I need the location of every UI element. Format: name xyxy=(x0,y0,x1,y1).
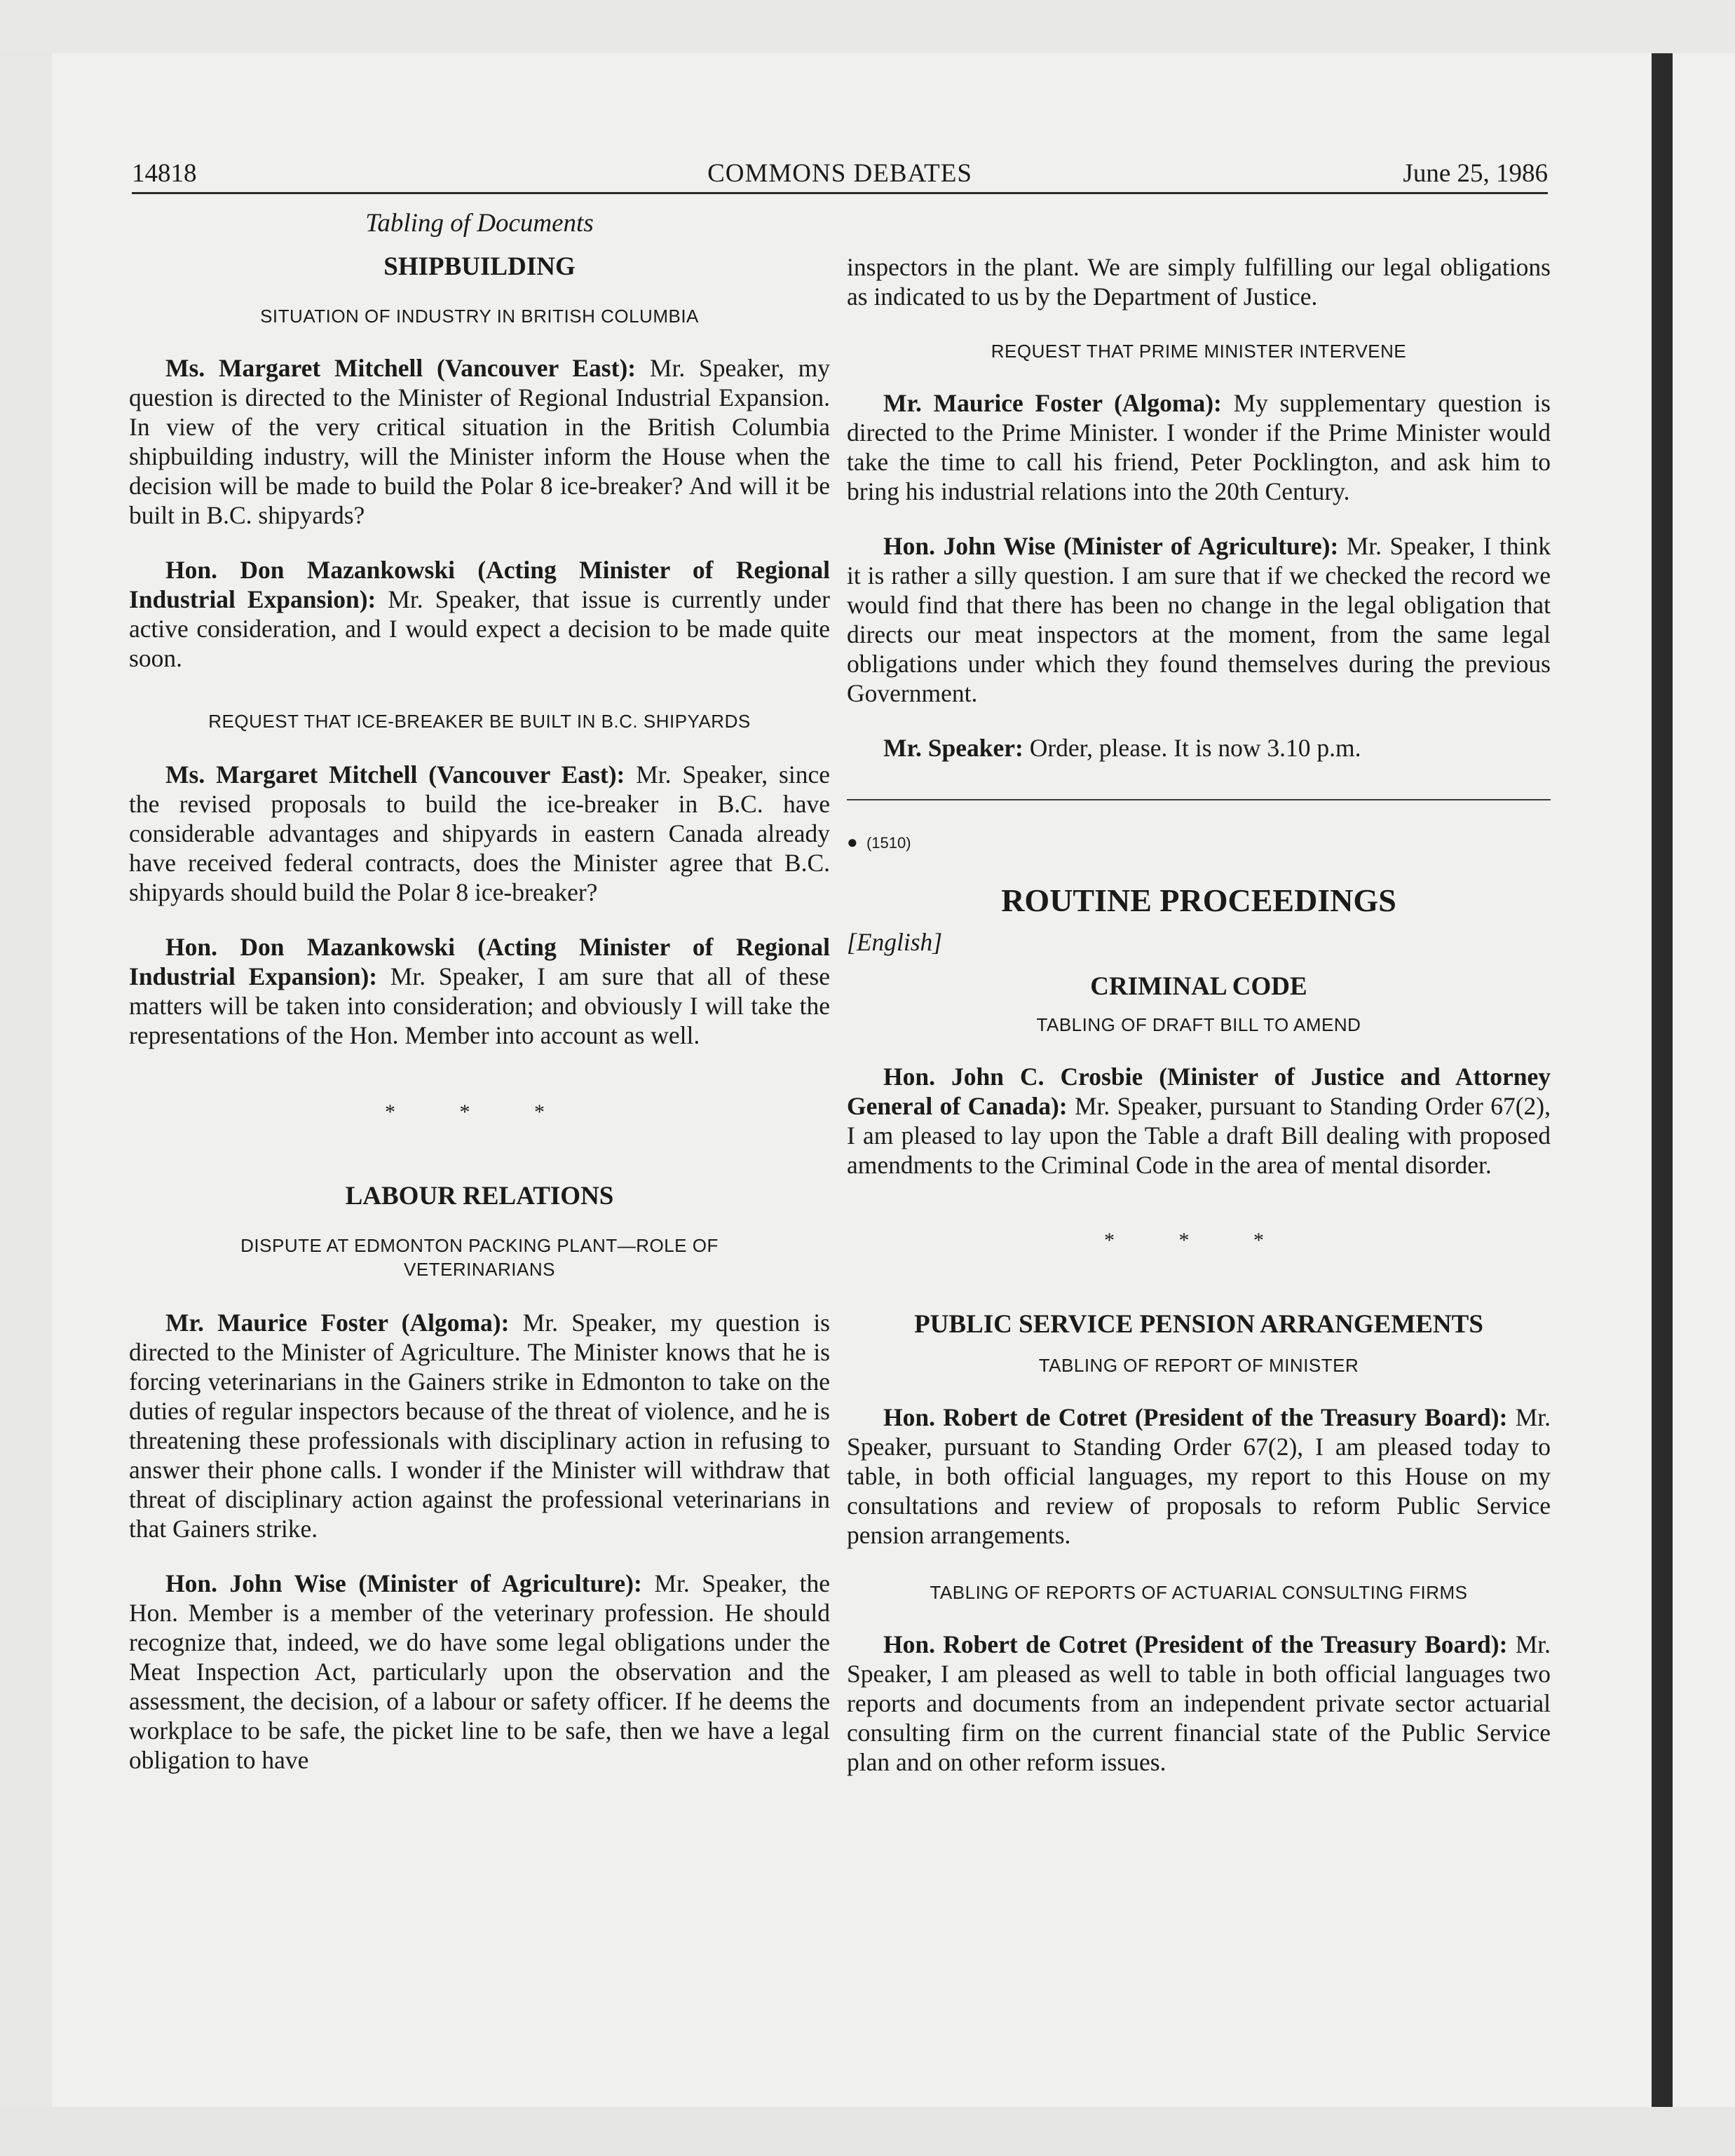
speech-text: Order, please. It is now 3.10 p.m. xyxy=(1023,734,1361,762)
speech-paragraph xyxy=(847,1062,1551,1180)
section-title-routine-proceedings: ROUTINE PROCEEDINGS xyxy=(1001,882,1396,918)
speech-text: Mr. Speaker, my question is directed to the Minister of Regional Industrial Expansion. In view of the very critical situation in the British Columbia shipbuilding industry, will the Minister inform the House when the decision will be made to build the Polar 8 ice-breaker? And will it be built in B.C. shipyards? xyxy=(129,354,830,529)
speech-paragraph xyxy=(129,760,830,907)
subsection-title: TABLING OF REPORTS OF ACTUARIAL CONSULTING FIRMS xyxy=(930,1582,1468,1603)
speaker-name: Hon. John Wise (Minister of Agriculture): xyxy=(883,532,1339,560)
speech-paragraph xyxy=(847,531,1551,708)
speaker-name: Ms. Margaret Mitchell (Vancouver East): xyxy=(165,760,625,789)
speech-paragraph xyxy=(129,353,830,530)
speech-text: Mr. Speaker, that issue is currently under active consideration, and I would expect a decision to be made quite soon. xyxy=(129,585,830,672)
speech-paragraph-continued xyxy=(847,252,1551,311)
subsection-title: TABLING OF DRAFT BILL TO AMEND xyxy=(1036,1014,1361,1035)
speech-text: Mr. Speaker, I am sure that all of these matters will be taken into consideration; and obviously I will take the representations of the Hon. Member into account as well. xyxy=(129,962,830,1049)
speaker-name: Hon. Don Mazankowski (Acting Minister of Regional Industrial Expansion): xyxy=(129,933,830,990)
speaker-name: Mr. Maurice Foster (Algoma): xyxy=(165,1309,510,1337)
speaker-name: Ms. Margaret Mitchell (Vancouver East): xyxy=(165,354,637,382)
left-column xyxy=(129,207,830,1775)
speaker-name: Hon. Robert de Cotret (President of the Treasury Board): xyxy=(883,1630,1508,1658)
scan-margin-top xyxy=(0,0,1735,53)
header-rule xyxy=(132,192,1548,194)
bullet-icon: ● xyxy=(847,831,858,852)
section-title-pension: PUBLIC SERVICE PENSION ARRANGEMENTS xyxy=(914,1310,1483,1339)
scan-margin-left xyxy=(0,0,52,2156)
speaker-name: Hon. John Wise (Minister of Agriculture): xyxy=(165,1569,642,1597)
page-number: 14818 xyxy=(132,159,197,188)
speech-text: My supplementary question is directed to the Prime Minister. I wonder if the Prime Minister would take the time to call his friend, Peter Pocklington, and ask him to bring his industrial relations into the 20th Century. xyxy=(847,389,1551,505)
speech-paragraph xyxy=(129,555,830,673)
speaker-name: Mr. Maurice Foster (Algoma): xyxy=(883,389,1222,417)
speech-paragraph xyxy=(847,1630,1551,1777)
speaker-name: Mr. Speaker: xyxy=(883,734,1023,762)
scan-margin-bottom xyxy=(0,2107,1735,2156)
speech-text: Mr. Speaker, the Hon. Member is a member of the veterinary profession. He should recognize that, indeed, we do have some legal obligations under the Meat Inspection Act, particularly upon the observation and the assessment, the decision, of a labour or safety officer. If he deems the workplace to be safe, the picket line to be safe, then we have a legal obligation to have xyxy=(129,1569,830,1774)
section-title-shipbuilding: SHIPBUILDING xyxy=(383,252,576,281)
speech-text: Mr. Speaker, my question is directed to the Minister of Agriculture. The Minister knows that he is forcing veterinarians in the Gainers strike in Edmonton to take on the duties of regular inspectors because of the threat of violence, and he is threatening these professionals with disciplinary action in refusing to answer their phone calls. I wonder if the Minister will withdraw that threat of disciplinary action against the professional veterinarians in that Gainers strike. xyxy=(129,1309,831,1543)
subsection-title: TABLING OF REPORT OF MINISTER xyxy=(1038,1355,1359,1376)
subsection-title: DISPUTE AT EDMONTON PACKING PLANT—ROLE OF VETERINARIANS xyxy=(240,1235,719,1280)
right-column xyxy=(847,207,1551,1777)
speech-paragraph xyxy=(847,1403,1551,1550)
subsection-title: REQUEST THAT ICE-BREAKER BE BUILT IN B.C. SHIPYARDS xyxy=(208,711,751,732)
time-marker xyxy=(847,831,1551,853)
speech-paragraph xyxy=(129,1308,830,1543)
speech-text: Mr. Speaker, since the revised proposals to build the ice-breaker in B.C. have considerable advantages and shipyards in eastern Canada already have received federal contracts, does the Minister agree that B.C. shipyards should build the Polar 8 ice-breaker? xyxy=(129,760,830,906)
section-title-labour: LABOUR RELATIONS xyxy=(345,1182,614,1210)
subsection-title: SITUATION OF INDUSTRY IN BRITISH COLUMBIA xyxy=(260,306,699,327)
speech-text: Mr. Speaker, I think it is rather a silly question. I am sure that if we checked the record we would find that there has been no change in the legal obligation that directs our meat inspectors at the moment, from the same legal obligations under which they found themselves during the previous Government. xyxy=(847,532,1551,707)
speaker-name: Hon. Don Mazankowski (Acting Minister of Regional Industrial Expansion): xyxy=(129,556,830,613)
section-separator-stars: * * * xyxy=(1104,1229,1293,1252)
publication-title: COMMONS DEBATES xyxy=(707,159,972,188)
speech-paragraph xyxy=(129,932,830,1050)
language-marker: [English] xyxy=(847,928,943,956)
section-separator-stars: * * * xyxy=(385,1100,574,1124)
speech-paragraph xyxy=(129,1569,830,1775)
speech-paragraph xyxy=(847,388,1551,506)
speech-text: inspectors in the plant. We are simply fulfilling our legal obligations as indicated to us by the Department of Justice. xyxy=(847,253,1551,311)
subsection-title: REQUEST THAT PRIME MINISTER INTERVENE xyxy=(991,341,1407,362)
scan-binding-edge xyxy=(1652,53,1673,2107)
speaker-name: Hon. John C. Crosbie (Minister of Justice and Attorney General of Canada): xyxy=(847,1063,1551,1120)
page-header xyxy=(132,158,1548,193)
section-caption: Tabling of Documents xyxy=(365,209,594,238)
publication-date: June 25, 1986 xyxy=(1403,159,1548,188)
speaker-name: Hon. Robert de Cotret (President of the Treasury Board): xyxy=(883,1403,1508,1431)
speech-paragraph xyxy=(847,733,1551,763)
section-title-criminal-code: CRIMINAL CODE xyxy=(1090,972,1307,1001)
time-marker-text: (1510) xyxy=(866,834,911,852)
speech-text: Mr. Speaker, pursuant to Standing Order 67(2), I am pleased today to table, in both official languages, my report to this House on my consultations and review of proposals to reform Public Service pension arrangements. xyxy=(847,1403,1551,1549)
speech-text: Mr. Speaker, pursuant to Standing Order 67(2), I am pleased to lay upon the Table a draft Bill dealing with proposed amendments to the Criminal Code in the area of mental disorder. xyxy=(847,1092,1551,1179)
speech-text: Mr. Speaker, I am pleased as well to table in both official languages two reports and documents from an independent private sector actuarial consulting firm on the current financial state of the Public Service plan and on other reform issues. xyxy=(847,1630,1551,1776)
